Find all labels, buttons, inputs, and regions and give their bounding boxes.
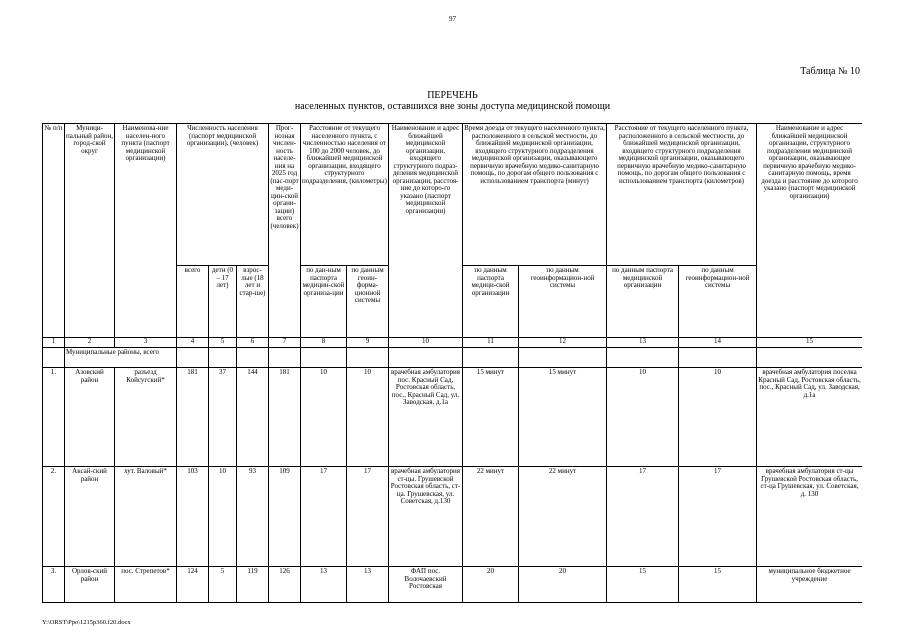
row-org: врачебная амбулатория ст-цы. Грушевской Ростовская область, ст-ца. Грушевская, ул. Советская, д.130 [389,467,463,567]
row-dr-geo: 10 [679,368,757,467]
row-dr-geo: 17 [679,467,757,567]
row-forecast: 109 [269,467,301,567]
title-line-1: ПЕРЕЧЕНЬ [427,90,478,101]
row-num: 1. [43,368,65,467]
row-locality: пос. Стрепетов* [115,567,177,603]
header-by-geo: по данным геоин-форма-ционной системы [347,266,389,338]
row-locality: хут. Валовый* [115,467,177,567]
header-population: Численность населения (паспорт медицинской организации), (человек) [177,124,269,266]
row-locality: разъезд Койсугский* [115,368,177,467]
row-d-geo: 17 [347,467,389,567]
col-number: 12 [519,338,607,348]
row-tt-passport: 20 [463,567,519,603]
table-row [43,467,863,567]
title-line-2: населенных пунктов, оставшихся вне зоны доступа медицинской помощи [294,101,611,112]
header-distance-rural: Расстояние от текущего населенного пункта, расположенного в сельской местности, до ближайшей медицинской организации, входящего структурного подразделения медицинской организации, оказывающего первичную врачебную медико-санитарную помощь, по дорогам общего пользования с использованием транспорта (километров) [607,124,757,266]
col-number: 10 [389,338,463,348]
row-forecast: 126 [269,567,301,603]
header-nearest: Наименование и адрес ближайшей медицинской организации, структурного подразделения медицинской организации, оказывающее первичную врачебную медико-санитарную помощь, время доезда и расстояние до которого указано (паспорт медицинской организации) [757,124,862,338]
row-district: Аксай-ский район [65,467,115,567]
col-number: 4 [177,338,209,348]
row-d-passport: 17 [301,467,347,567]
header-pop-adults: взрос-лые (18 лет и стар-ше) [237,266,269,338]
table-container [42,123,862,615]
header-tt-geo: по данным геоинформацион-ной системы [519,266,607,338]
document-title [0,90,905,112]
col-number: 14 [679,338,757,348]
col-number: 3 [115,338,177,348]
row-tt-geo: 22 минут [519,467,607,567]
row-nearest: врачебная амбулатория поселка Красный Сад, Ростовская область, пос., Красный Сад, ул. Заводская, д.1а [757,368,862,467]
subheading: Муниципальные районы, всего [65,348,177,368]
row-total: 181 [177,368,209,467]
header-dr-geo: по данным геоинформацион-ной системы [679,266,757,338]
header-num: № п/п [43,124,65,338]
header-district: Муници-пальный район, город-ской округ [65,124,115,338]
col-number: 2 [65,338,115,348]
row-children: 5 [209,567,237,603]
row-tt-geo: 15 минут [519,368,607,467]
row-adults: 144 [237,368,269,467]
col-number: 1 [43,338,65,348]
header-distance-small: Расстояние от текущего населенного пункта, с численностью населения от 100 до 2000 человек, до ближайшей медицинской организации, входящего структурного подразделения, (километры) [301,124,389,266]
row-district: Азовский район [65,368,115,467]
row-org: ФАП пос. Волочаевский Ростовская [389,567,463,603]
footer-file-path: Y:\ORST\Ppo\1215p360.f20.docx [42,619,131,626]
header-pop-children: дети (0 – 17 лет) [209,266,237,338]
col-number: 11 [463,338,519,348]
subheading-row [43,348,863,368]
row-d-passport: 13 [301,567,347,603]
table-label: Таблица № 10 [800,66,860,77]
row-total: 124 [177,567,209,603]
settlements-table [42,123,862,603]
header-locality: Наименова-ние населен-ного пункта (паспорт медицинской организации) [115,124,177,338]
col-number: 8 [301,338,347,348]
row-d-passport: 10 [301,368,347,467]
row-d-geo: 13 [347,567,389,603]
column-number-row [43,338,863,348]
col-number: 6 [237,338,269,348]
row-total: 103 [177,467,209,567]
header-by-passport: по дан-ным паспорта медицин-ской организа-ции [301,266,347,338]
row-tt-passport: 15 минут [463,368,519,467]
row-tt-passport: 22 минут [463,467,519,567]
row-dr-passport: 15 [607,567,679,603]
header-row-1 [43,124,863,266]
row-dr-geo: 15 [679,567,757,603]
row-num: 3. [43,567,65,603]
col-number: 13 [607,338,679,348]
col-number: 15 [757,338,862,348]
header-pop-total: всего [177,266,209,338]
header-forecast: Прог-нозная числен-ность населе-ния на 2025 год (пас-порт меди-цин-ской органи-зации) всего (человек) [269,124,301,338]
page-number: 97 [449,15,456,23]
row-dr-passport: 17 [607,467,679,567]
row-forecast: 181 [269,368,301,467]
row-num: 2. [43,467,65,567]
col-number: 5 [209,338,237,348]
header-travel-time: Время доезда от текущего населенного пункта, расположенного в сельской местности, до ближайшей медицинской организации, входящего структурного подразделения медицинской организации, оказывающего первичную врачебную медико-санитарную помощь, по дорогам общего пользования с использованием транспорта (минут) [463,124,607,266]
table-row [43,368,863,467]
col-number: 9 [347,338,389,348]
table-row [43,567,863,603]
row-children: 10 [209,467,237,567]
row-adults: 119 [237,567,269,603]
col-number: 7 [269,338,301,348]
row-d-geo: 10 [347,368,389,467]
row-dr-passport: 10 [607,368,679,467]
header-dr-passport: по данным паспорта медицинской организации [607,266,679,338]
header-tt-passport: по данным паспорта медици-ской организации [463,266,519,338]
row-nearest: врачебная амбулатория ст-цы Грушевской Ростовская область, ст-ца Грушевская, ул. Советская, д. 130 [757,467,862,567]
row-org: врачебная амбулатория пос. Красный Сад, Ростовская область, пос., Красный Сад, ул. Заводская, д.1а [389,368,463,467]
row-tt-geo: 20 [519,567,607,603]
row-district: Орлов-ский район [65,567,115,603]
row-adults: 93 [237,467,269,567]
header-name-address: Наименование и адрес ближайшей медицинской организации, входящего структурного подраз-деления медицинской организации, расстоя-ние до которо-го указано (паспорт медицинской организации) [389,124,463,338]
row-children: 37 [209,368,237,467]
row-nearest: муниципальное бюджетное учреждение [757,567,862,603]
